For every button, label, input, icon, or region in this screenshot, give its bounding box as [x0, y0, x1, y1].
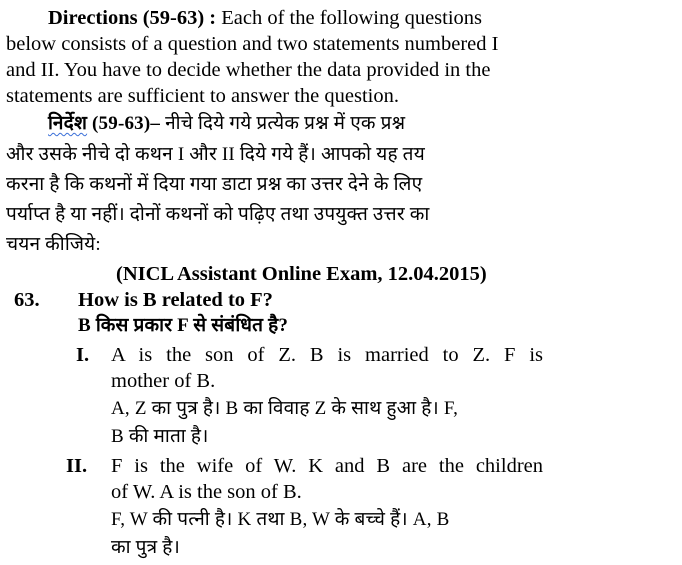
hindi-directions-range: (59-63)– — [87, 113, 161, 134]
statement-2-numeral: II. — [66, 455, 88, 477]
question-number: 63. — [14, 289, 40, 311]
statement-1-hindi-line-1: A, Z का पुत्र है। B का विवाह Z के साथ हुआ है। F, — [111, 398, 459, 419]
statement-2-english-line-1: F is the wife of W. K and B are the children — [111, 455, 543, 477]
statement-1-hindi-line-2: B की माता है। — [111, 426, 209, 447]
directions-line-2: below consists of a question and two statements numbered I — [6, 33, 499, 55]
question-english: How is B related to F? — [78, 289, 273, 311]
directions-line-1 — [48, 6, 482, 30]
statement-1-english-line-2: mother of B. — [111, 370, 216, 392]
hindi-directions-line-3: करना है कि कथनों में दिया गया डाटा प्रश्न का उत्तर देने के लिए — [6, 174, 423, 195]
directions-text-1: Each of the following questions — [216, 7, 483, 29]
statement-2-hindi-line-2: का पुत्र है। — [111, 537, 180, 558]
hindi-directions-line-4: पर्याप्त है या नहीं। दोनों कथनों को पढ़िए तथा उपयुक्त उत्तर का — [6, 204, 430, 225]
hindi-directions-text-1: नीचे दिये गये प्रत्येक प्रश्न में एक प्रश्न — [160, 113, 406, 134]
statement-1-english-line-1: A is the son of Z. B is married to Z. F is — [111, 344, 543, 366]
question-hindi: B किस प्रकार F से संबंधित है? — [78, 315, 289, 336]
hindi-directions-line-1 — [48, 112, 405, 136]
directions-line-4: statements are sufficient to answer the question. — [6, 85, 399, 107]
hindi-directions-line-2: और उसके नीचे दो कथन I और II दिये गये हैं। आपको यह तय — [6, 144, 425, 165]
statement-2-english-line-2: of W. A is the son of B. — [111, 481, 302, 503]
exam-source: (NICL Assistant Online Exam, 12.04.2015) — [116, 263, 487, 285]
statement-2-hindi-line-1: F, W की पत्नी है। K तथा B, W के बच्चे हैं। A, B — [111, 509, 450, 530]
hindi-directions-label: निर्देश — [48, 113, 88, 134]
directions-label: Directions (59-63) : — [48, 7, 217, 29]
directions-line-3: and II. You have to decide whether the data provided in the — [6, 59, 491, 81]
statement-1-numeral: I. — [76, 344, 90, 366]
hindi-directions-line-5: चयन कीजिये: — [6, 234, 101, 255]
